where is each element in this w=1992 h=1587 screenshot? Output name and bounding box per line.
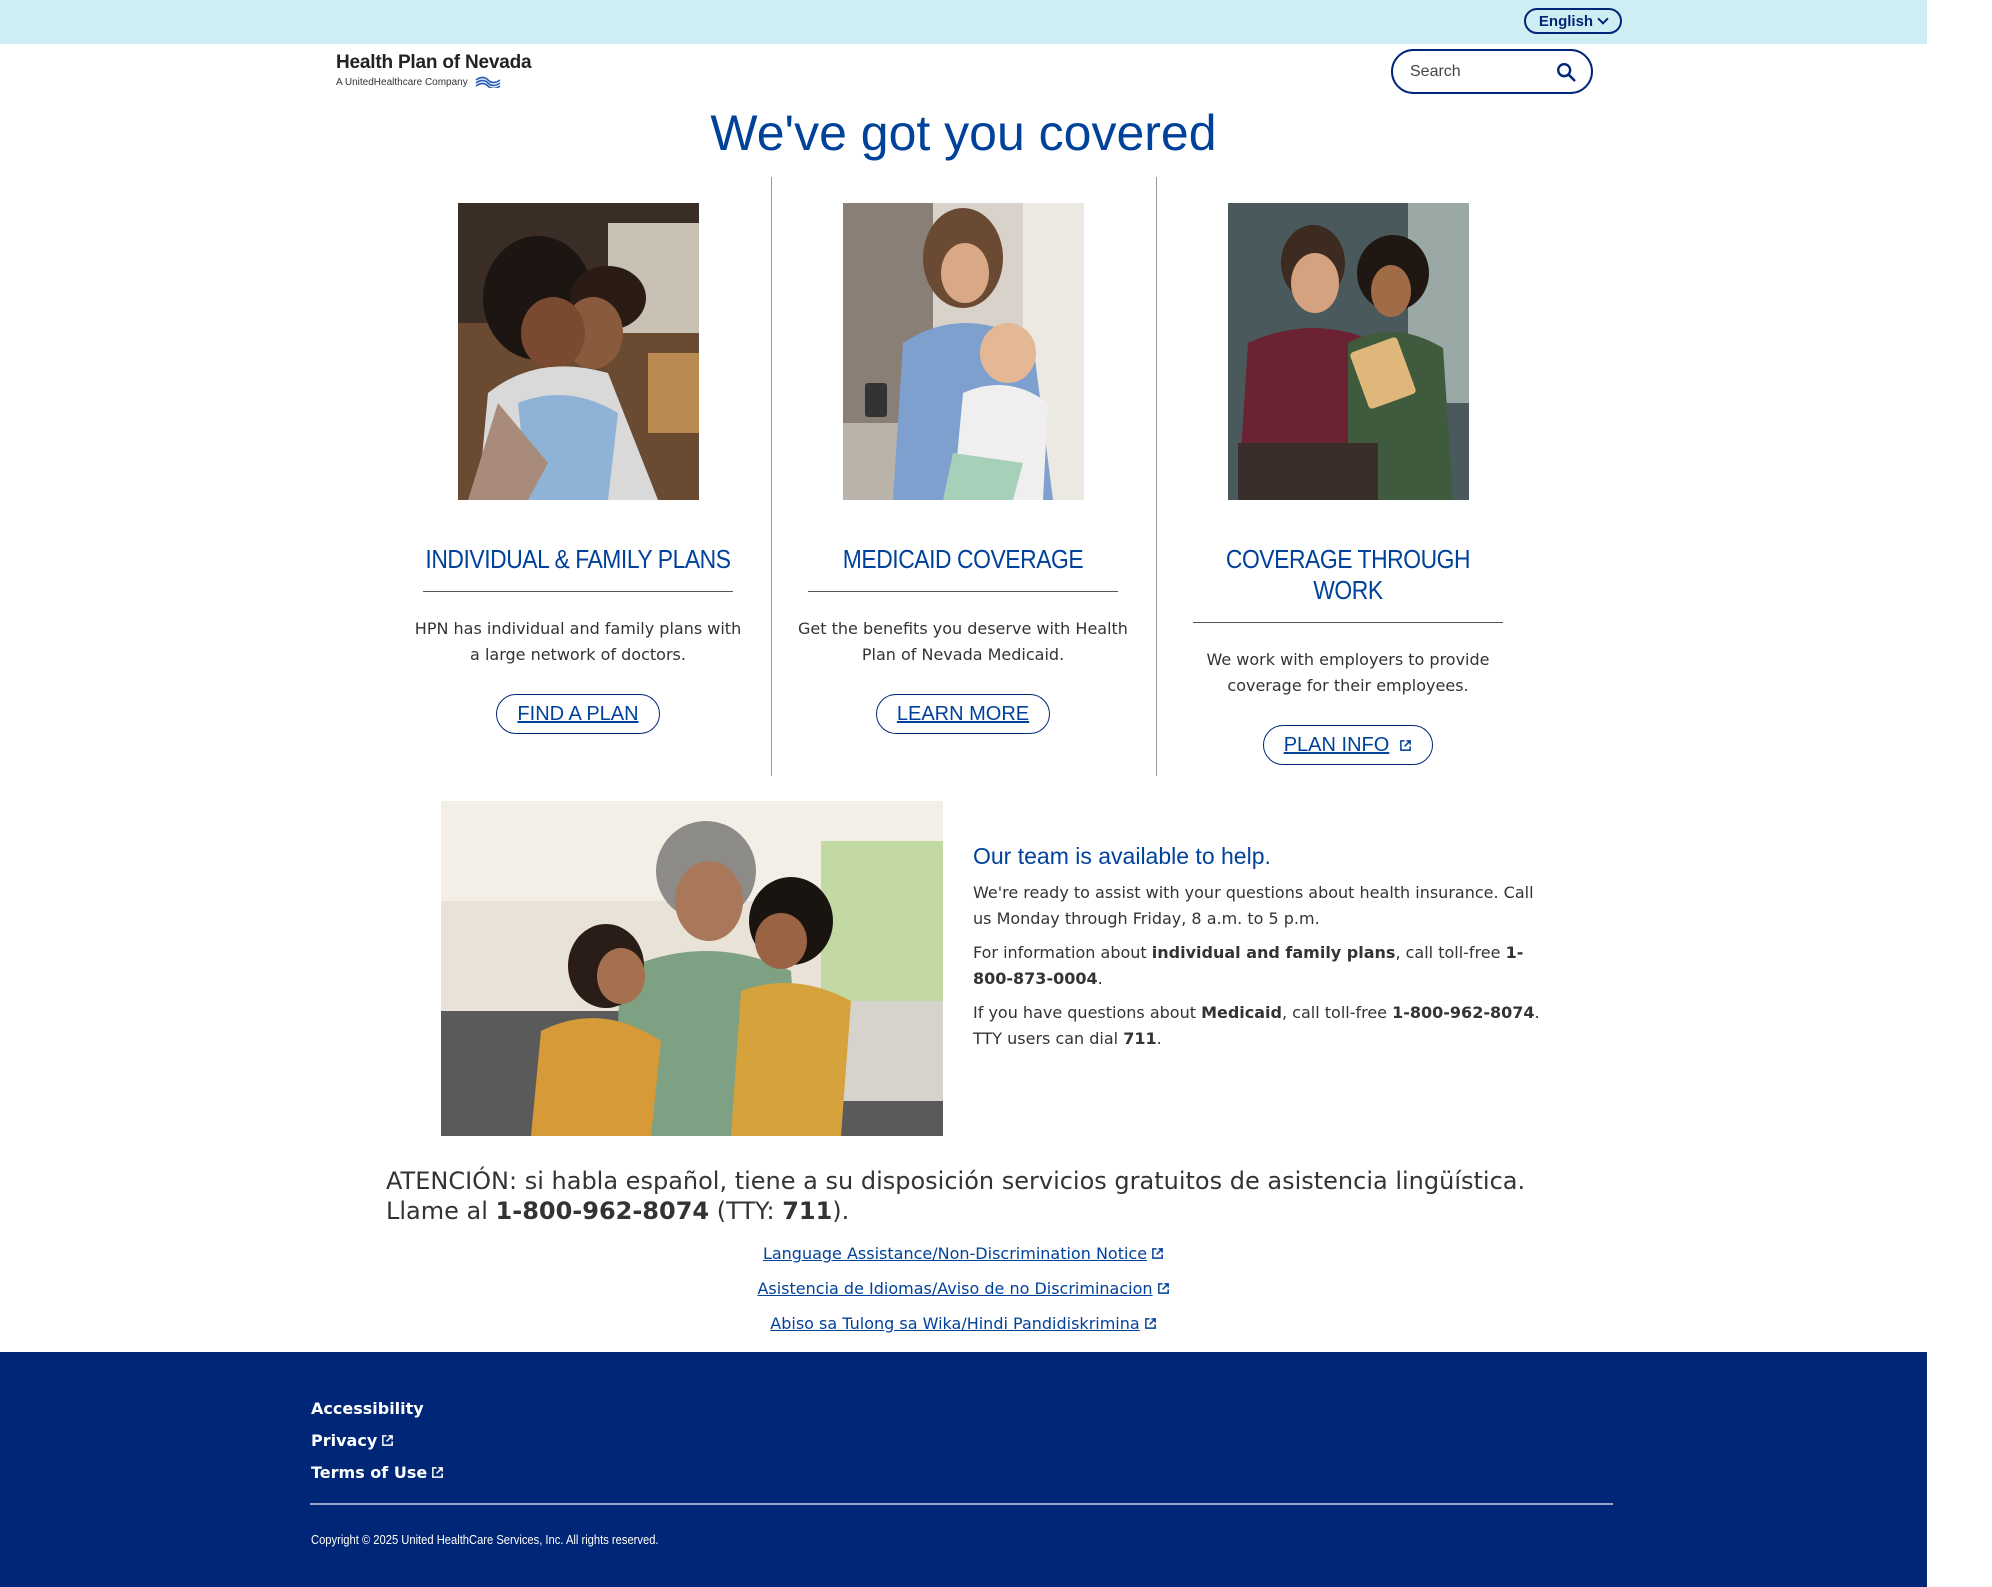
asistencia-idiomas-link[interactable] xyxy=(0,1271,1927,1306)
link-label: Abiso sa Tulong sa Wika/Hindi Pandidiskrimina xyxy=(770,1314,1140,1333)
language-links xyxy=(0,1236,1927,1341)
card-divider xyxy=(423,591,733,592)
footer-divider xyxy=(310,1503,1613,1505)
external-link-icon xyxy=(1157,1282,1170,1295)
search-box xyxy=(1391,49,1593,94)
mother-baby-photo xyxy=(843,203,1084,500)
footer-links xyxy=(311,1393,444,1489)
spanish-notice xyxy=(386,1166,1546,1226)
bold-text: Medicaid xyxy=(1201,1003,1282,1022)
card-title: MEDICAID COVERAGE xyxy=(842,544,1084,574)
text: , call toll-free xyxy=(1282,1003,1393,1022)
link-label: Terms of Use xyxy=(311,1463,428,1482)
text: For information about xyxy=(973,943,1152,962)
language-label: English xyxy=(1538,12,1594,30)
card-divider xyxy=(808,591,1118,592)
card-description: HPN has individual and family plans with a large network of doctors. xyxy=(414,619,742,664)
text: . xyxy=(1097,969,1103,988)
link-label: Asistencia de Idiomas/Aviso de no Discriminacion xyxy=(757,1279,1153,1298)
column-divider xyxy=(1156,177,1157,776)
card-description: We work with employers to provide coverage for their employees. xyxy=(1206,650,1490,695)
card-medicaid xyxy=(783,203,1143,734)
external-link-icon xyxy=(1144,1317,1157,1330)
link-label: Language Assistance/Non-Discrimination Notice xyxy=(762,1244,1148,1263)
tty-number[interactable]: 711 xyxy=(782,1197,833,1225)
text: . xyxy=(1156,1029,1162,1048)
link-label: Privacy xyxy=(311,1431,378,1450)
logo-name: Health Plan of Nevada xyxy=(336,52,532,73)
phone-number[interactable]: 1-800-962-8074 xyxy=(1392,1003,1535,1022)
logo-subtitle-row xyxy=(336,76,531,88)
button-label: FIND A PLAN xyxy=(517,702,639,725)
search-icon[interactable] xyxy=(1555,61,1577,83)
phone-number[interactable]: 1-800-962-8074 xyxy=(495,1197,710,1225)
learn-more-button[interactable] xyxy=(876,694,1050,734)
button-label: PLAN INFO xyxy=(1283,733,1390,756)
help-hours: We're ready to assist with your questions about health insurance. Call us Monday through Friday, 8 a.m. to 5 p.m. xyxy=(973,883,1534,928)
language-assistance-link[interactable] xyxy=(0,1236,1927,1271)
privacy-link[interactable] xyxy=(311,1425,444,1457)
text: . TTY users can dial xyxy=(973,1003,1540,1048)
card-title: COVERAGE THROUGH WORK xyxy=(1225,544,1471,605)
column-divider xyxy=(771,177,772,776)
copyright: Copyright © 2025 United HealthCare Services, Inc. All rights reserved. xyxy=(311,1532,659,1547)
text: (TTY: xyxy=(709,1197,783,1225)
top-utility-bar xyxy=(0,0,1927,44)
uhc-waves-icon xyxy=(474,76,502,88)
grandmother-children-photo xyxy=(441,801,943,1136)
external-link-icon xyxy=(1399,739,1412,752)
text: ATENCIÓN: si habla español, tiene a su disposición servicios gratuitos de asistencia lingüística. Llame al xyxy=(386,1167,1526,1225)
find-a-plan-button[interactable] xyxy=(496,694,659,734)
search-input[interactable] xyxy=(1410,63,1550,81)
logo-subtitle: A UnitedHealthcare Company xyxy=(336,76,468,88)
card-description: Get the benefits you deserve with Health Plan of Nevada Medicaid. xyxy=(798,619,1128,664)
card-divider xyxy=(1193,622,1503,623)
footer xyxy=(0,1352,1927,1587)
text: , call toll-free xyxy=(1395,943,1506,962)
help-section xyxy=(973,843,1543,1060)
page-title: We've got you covered xyxy=(710,105,1217,161)
abiso-tulong-link[interactable] xyxy=(0,1306,1927,1341)
link-label: Accessibility xyxy=(311,1399,424,1418)
terms-of-use-link[interactable] xyxy=(311,1457,444,1489)
bold-text: individual and family plans xyxy=(1151,943,1396,962)
plan-info-button[interactable] xyxy=(1263,725,1434,765)
family-photo xyxy=(458,203,699,500)
tty-number[interactable]: 711 xyxy=(1123,1029,1157,1048)
help-medicaid-info xyxy=(973,1000,1543,1052)
accessibility-link[interactable] xyxy=(311,1393,444,1425)
card-individual-family xyxy=(398,203,758,734)
help-title: Our team is available to help. xyxy=(973,843,1271,869)
card-title: INDIVIDUAL & FAMILY PLANS xyxy=(425,544,731,574)
button-label: LEARN MORE xyxy=(896,702,1030,725)
card-coverage-work xyxy=(1168,203,1528,765)
text: ). xyxy=(832,1197,850,1225)
logo[interactable] xyxy=(336,52,531,88)
coworkers-photo xyxy=(1228,203,1469,500)
help-individual-info xyxy=(973,940,1543,992)
language-select[interactable] xyxy=(1524,8,1622,34)
external-link-icon xyxy=(431,1466,444,1479)
chevron-down-icon xyxy=(1597,13,1608,24)
text: If you have questions about xyxy=(973,1003,1202,1022)
external-link-icon xyxy=(381,1434,394,1447)
external-link-icon xyxy=(1151,1247,1164,1260)
phone-number[interactable]: 1-800-873-0004 xyxy=(973,943,1524,988)
